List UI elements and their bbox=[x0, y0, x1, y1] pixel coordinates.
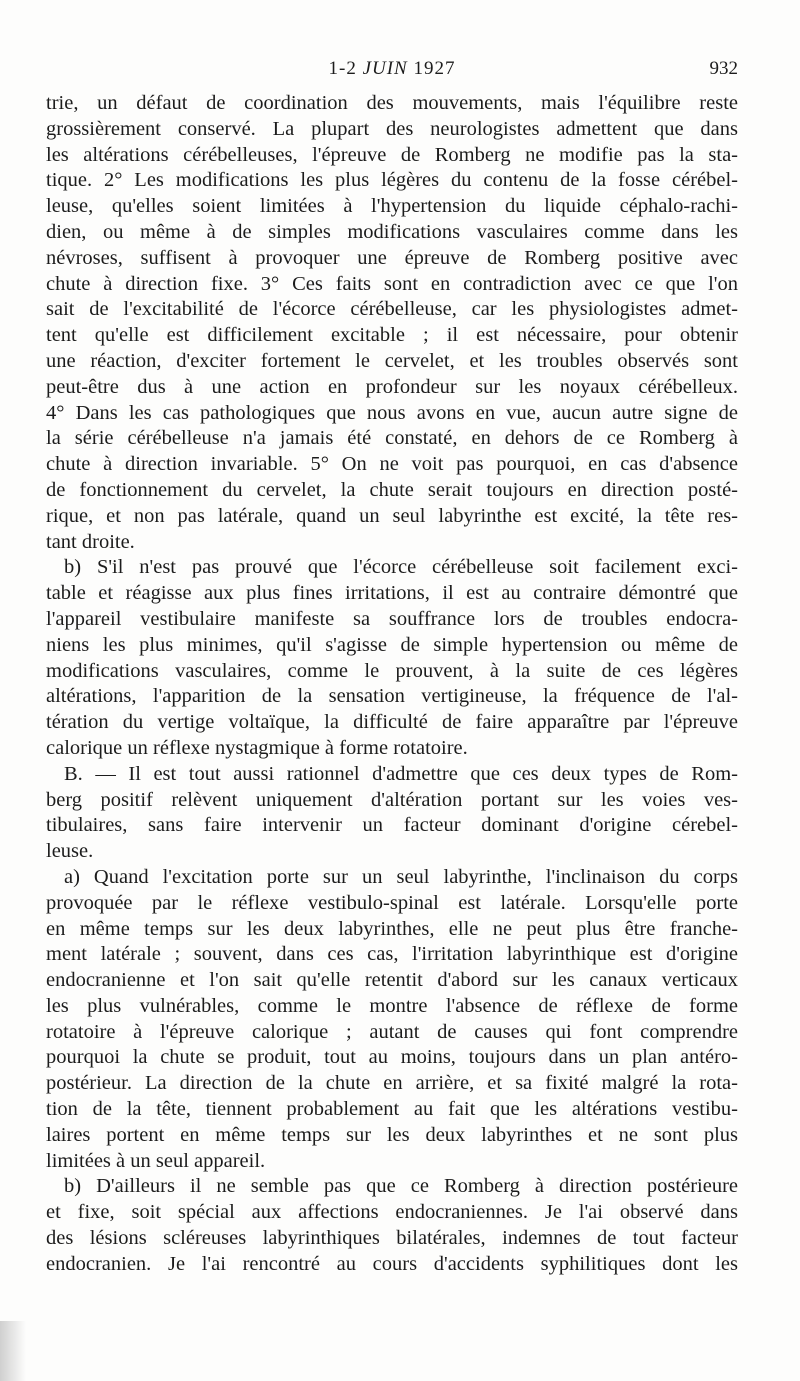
text-line: une réaction, d'exciter fortement le cervelet, et les troubles observés sont bbox=[46, 349, 738, 372]
text-line: berg positif relèvent uniquement d'altération portant sur les voies ves- bbox=[46, 788, 738, 811]
text-line: névroses, suffisent à provoquer une épreuve de Romberg positive avec bbox=[46, 246, 738, 269]
text-line: sait de l'excitabilité de l'écorce cérébelleuse, car les physiologistes admet- bbox=[46, 298, 738, 321]
text-line: chute à direction fixe. 3° Ces faits sont en contradiction avec ce que l'on bbox=[46, 272, 738, 295]
text-line: des lésions scléreuses labyrinthiques bilatérales, indemnes de tout facteur bbox=[46, 1227, 738, 1250]
text-line: b) D'ailleurs il ne semble pas que ce Romberg à direction postérieure bbox=[64, 1175, 738, 1198]
text-line: 4° Dans les cas pathologiques que nous avons en vue, aucun autre signe de bbox=[46, 401, 738, 424]
body-text bbox=[46, 91, 738, 1278]
text-line: niens les plus minimes, qu'il s'agisse de simple hypertension ou même de bbox=[46, 633, 738, 656]
text-line: tent qu'elle est difficilement excitable ; il est nécessaire, pour obtenir bbox=[46, 324, 738, 347]
text-line: endocranien. Je l'ai rencontré au cours d'accidents syphilitiques dont les bbox=[46, 1252, 738, 1275]
month: JUIN bbox=[362, 58, 408, 79]
running-header bbox=[46, 58, 738, 84]
text-line: postérieur. La direction de la chute en arrière, et sa fixité malgré la rota- bbox=[46, 1072, 738, 1095]
text-line: endocranienne et l'on sait qu'elle retentit d'abord sur les canaux verticaux bbox=[46, 969, 738, 992]
text-line: de fonctionnement du cervelet, la chute serait toujours en direction posté- bbox=[46, 478, 738, 501]
text-line: les altérations cérébelleuses, l'épreuve de Romberg ne modifie pas la sta- bbox=[46, 143, 738, 166]
text-line: limitées à un seul appareil. bbox=[46, 1149, 266, 1172]
page-edge-shadow bbox=[0, 1321, 26, 1381]
text-line: grossièrement conservé. La plupart des neurologistes admettent que dans bbox=[46, 117, 738, 140]
text-line: pourquoi la chute se produit, tout au moins, toujours dans un plan antéro- bbox=[46, 1046, 738, 1069]
page-number: 932 bbox=[709, 58, 738, 79]
text-line: table et réagisse aux plus fines irritations, il est au contraire démontré que bbox=[46, 582, 738, 605]
text-line: la série cérébelleuse n'a jamais été constaté, en dehors de ce Romberg à bbox=[46, 427, 738, 450]
date-prefix: 1-2 bbox=[328, 58, 357, 79]
text-line: rique, et non pas latérale, quand un seul labyrinthe est excité, la tête res- bbox=[46, 504, 738, 527]
text-line: tique. 2° Les modifications les plus légères du contenu de la fosse cérébel- bbox=[46, 169, 738, 192]
text-line: leuse. bbox=[46, 840, 94, 863]
text-line: tibulaires, sans faire intervenir un facteur dominant d'origine cérebel- bbox=[46, 814, 738, 837]
text-line: modifications vasculaires, comme le prouvent, à la suite de ces légères bbox=[46, 659, 738, 682]
text-line: l'appareil vestibulaire manifeste sa souffrance lors de troubles endocra- bbox=[46, 607, 738, 630]
text-line: b) S'il n'est pas prouvé que l'écorce cérébelleuse soit facilement exci- bbox=[64, 556, 738, 579]
text-line: chute à direction invariable. 5° On ne voit pas pourquoi, en cas d'absence bbox=[46, 453, 738, 476]
text-line: tion de la tête, tiennent probablement au fait que les altérations vestibu- bbox=[46, 1098, 738, 1121]
text-line: provoquée par le réflexe vestibulo-spinal est latérale. Lorsqu'elle porte bbox=[46, 891, 738, 914]
text-line: tant droite. bbox=[46, 530, 135, 553]
text-line: altérations, l'apparition de la sensation vertigineuse, la fréquence de l'al- bbox=[46, 685, 738, 708]
header-date bbox=[46, 58, 738, 80]
year: 1927 bbox=[413, 58, 456, 79]
text-line: ment latérale ; souvent, dans ces cas, l'irritation labyrinthique est d'origine bbox=[46, 943, 738, 966]
text-line: trie, un défaut de coordination des mouvements, mais l'équilibre reste bbox=[46, 92, 738, 114]
text-line: dien, ou même à de simples modifications vasculaires comme dans les bbox=[46, 220, 738, 243]
text-line: peut-être dus à une action en profondeur sur les noyaux cérébelleux. bbox=[46, 375, 738, 398]
text-line: calorique un réflexe nystagmique à forme rotatoire. bbox=[46, 736, 468, 759]
text-line: a) Quand l'excitation porte sur un seul labyrinthe, l'inclinaison du corps bbox=[64, 865, 738, 888]
text-line: leuse, qu'elles soient limitées à l'hypertension du liquide céphalo-rachi- bbox=[46, 195, 738, 218]
text-line: rotatoire à l'épreuve calorique ; autant de causes qui font comprendre bbox=[46, 1020, 738, 1043]
text-line: laires portent en même temps sur les deux labyrinthes et ne sont plus bbox=[46, 1123, 738, 1146]
text-line: et fixe, soit spécial aux affections endocraniennes. Je l'ai observé dans bbox=[46, 1201, 738, 1224]
text-line: les plus vulnérables, comme le montre l'absence de réflexe de forme bbox=[46, 994, 738, 1017]
text-line: tération du vertige voltaïque, la difficulté de faire apparaître par l'épreuve bbox=[46, 711, 738, 734]
text-line: B. — Il est tout aussi rationnel d'admettre que ces deux types de Rom- bbox=[64, 762, 738, 785]
text-line: en même temps sur les deux labyrinthes, elle ne peut plus être franche- bbox=[46, 917, 738, 940]
